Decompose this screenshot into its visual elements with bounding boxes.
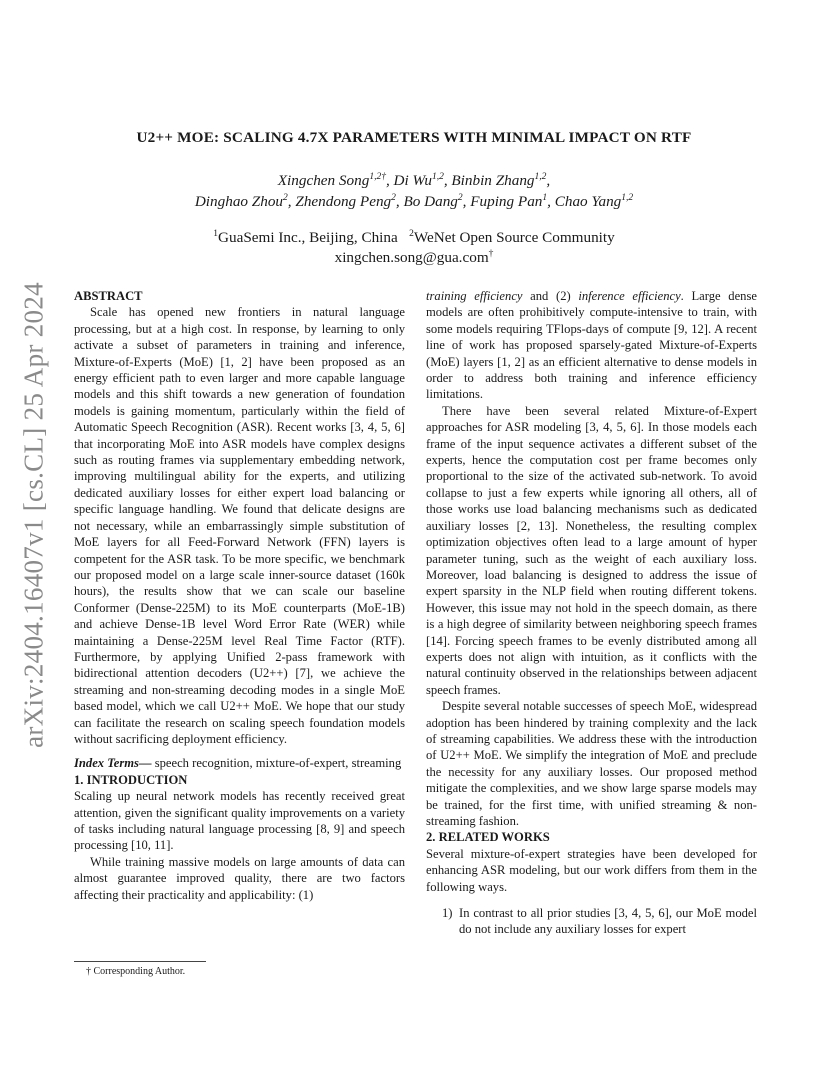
author: Zhendong Peng$^2$: [295, 193, 396, 210]
intro-paragraph-1: Scaling up neural network models has recently received great attention, given the significant quality improvements on a variety of tasks including natural language processing [8, 9] and speech processing [10, 11].: [74, 789, 405, 853]
abstract-body: Scale has opened new frontiers in natural language processing, but at a high cost. In response, by learning to only activate a subset of parameters in training and inference, Mixture-of-Experts (MoE) [1, 2] have been proposed as an energy efficient path to even larger and more capable language models and this shift towards a new generation of foundation models is gaining momentum, particularly within the field of Automatic Speech Recognition (ASR). Recent works [3, 4, 5, 6] that incorporating MoE into ASR models have complex designs such as routing frames via supplementary embedding network, improving multilingual ability for the experts, and utilizing dedicated auxiliary losses for either expert load balancing or specific language handling. We found that delicate designs are not necessary, while an embarrassingly simple substitution of MoE layers for all Feed-Forward Network (FFN) layers is competent for the ASR task. To be more specific, we benchmark our proposed model on a large scale inner-source dataset (160k hours), the results show that we can scale our baseline Conformer (Dense-225M) to its MoE counterparts (MoE-1B) and achieve Dense-1B level Word Error Rate (WER) while maintaining a Dense-225M level Real Time Factor (RTF). Furthermore, by applying Unified 2-pass framework with bidirectional attention decoders (U2++) [7], we achieve the streaming and non-streaming decoding modes in a single MoE based model, which we call U2++ MoE. We hope that our study can facilitate the research on scaling speech foundation models without sacrificing deployment efficiency.: [74, 305, 405, 746]
footnote: † Corresponding Author.: [86, 966, 186, 977]
author-line-1: Xingchen Song$^{1,2\dagger}$, Di Wu$^{1,2}$, Binbin Zhang$^{1,2}$,: [277, 172, 551, 189]
intro-paragraph-2-cont: training efficiency and (2) inference efficiency. Large dense models are often prohibitively compute-intensive to train, with some models requiring TFlops-days of compute [9, 12]. A recent line of work has proposed sparsely-gated Mixture-of-Experts (MoE) layers [1, 2] as an efficient alternative to dense models in order to address both training and inference efficiency limitations.: [426, 289, 757, 402]
intro-paragraph-3: There have been several related Mixture-of-Expert approaches for ASR modeling [3, 4, 5, 6]. In those models each frame of the input sequence activates a different subset of the experts, hence the computation cost per frame becomes only proportional to the size of the activated sub-network. To avoid collapse to just a few experts while ignoring all others, all of those works use load balancing mechanisms such as dedicated auxiliary losses [2, 13]. Nonetheless, the resulting complex optimization objectives often lead to a large amount of hyper parameter tuning, such as the weight of each auxiliary loss. Moreover, load balancing is designed to address the issue of expert sparsity in the NLP field when routing different tokens. However, this issue may not hold in the speech domain, as there is a high degree of similarity between neighboring speech frames [14]. Forcing speech frames to be evenly distributed among all experts does not align with intuition, as it conflicts with the natural continuity observed in the relationships between adjacent speech frames.: [426, 403, 757, 697]
email: xingchen.song@gua.com: [334, 249, 489, 266]
author: Fuping Pan$^1$: [470, 193, 548, 210]
author: Dinghao Zhou$^2$: [194, 193, 288, 210]
author: Xingchen Song$^{1,2\dagger}$: [277, 172, 386, 189]
paper-title: U2++ MOE: SCALING 4.7X PARAMETERS WITH MINIMAL IMPACT ON RTF: [136, 129, 692, 146]
author: Binbin Zhang$^{1,2}$: [451, 172, 547, 189]
arxiv-stamp: [18, 282, 49, 748]
right-column: [426, 288, 757, 938]
related-paragraph-1: Several mixture-of-expert strategies have been developed for enhancing ASR modeling, but our work differs from them in the following ways.: [426, 846, 757, 894]
author-list: [74, 170, 754, 212]
abstract-heading: ABSTRACT: [74, 289, 143, 303]
footnote-divider: [74, 961, 206, 962]
intro-paragraph-4: Despite several notable successes of speech MoE, widespread adoption has been hindered by training complexity and the lack of streaming capabilities. We address these with the introduction of U2++ MoE. We simplify the integration of MoE and preclude the necessity for any auxiliary losses. Our proposed method mitigate the complexities, and we show large sparse models may be trained, for the first time, with unified streaming & non-streaming fashion.: [426, 699, 757, 828]
email-line: xingchen.song@gua.com†: [334, 249, 494, 266]
intro-heading: 1. INTRODUCTION: [74, 772, 188, 787]
affiliation-line: $^1$GuaSemi Inc., Beijing, China $^2$WeNet Open Source Community: [213, 229, 615, 246]
left-column: [74, 288, 405, 903]
arxiv-stamp-text: arXiv:2404.16407v1 [cs.CL] 25 Apr 2024: [18, 282, 49, 748]
author: Di Wu$^{1,2}$: [393, 172, 444, 189]
affiliations: [74, 228, 754, 268]
author-line-2: Dinghao Zhou$^2$, Zhendong Peng$^2$, Bo Dang$^2$, Fuping Pan$^1$, Chao Yang$^{1,2}$: [194, 193, 634, 210]
related-list: [426, 905, 757, 938]
intro-paragraph-2: While training massive models on large amounts of data can almost guarantee improved quality, there are two factors affecting their practicality and applicability: (1): [74, 854, 405, 902]
index-terms: Index Terms— speech recognition, mixture-of-expert, streaming: [74, 756, 402, 771]
related-heading: 2. RELATED WORKS: [426, 830, 550, 845]
author: Chao Yang$^{1,2}$: [554, 193, 634, 210]
list-item: 1) In contrast to all prior studies [3, 4, 5, 6], our MoE model do not include any auxiliary losses for expert: [442, 906, 757, 937]
author: Bo Dang$^2$: [403, 193, 463, 210]
